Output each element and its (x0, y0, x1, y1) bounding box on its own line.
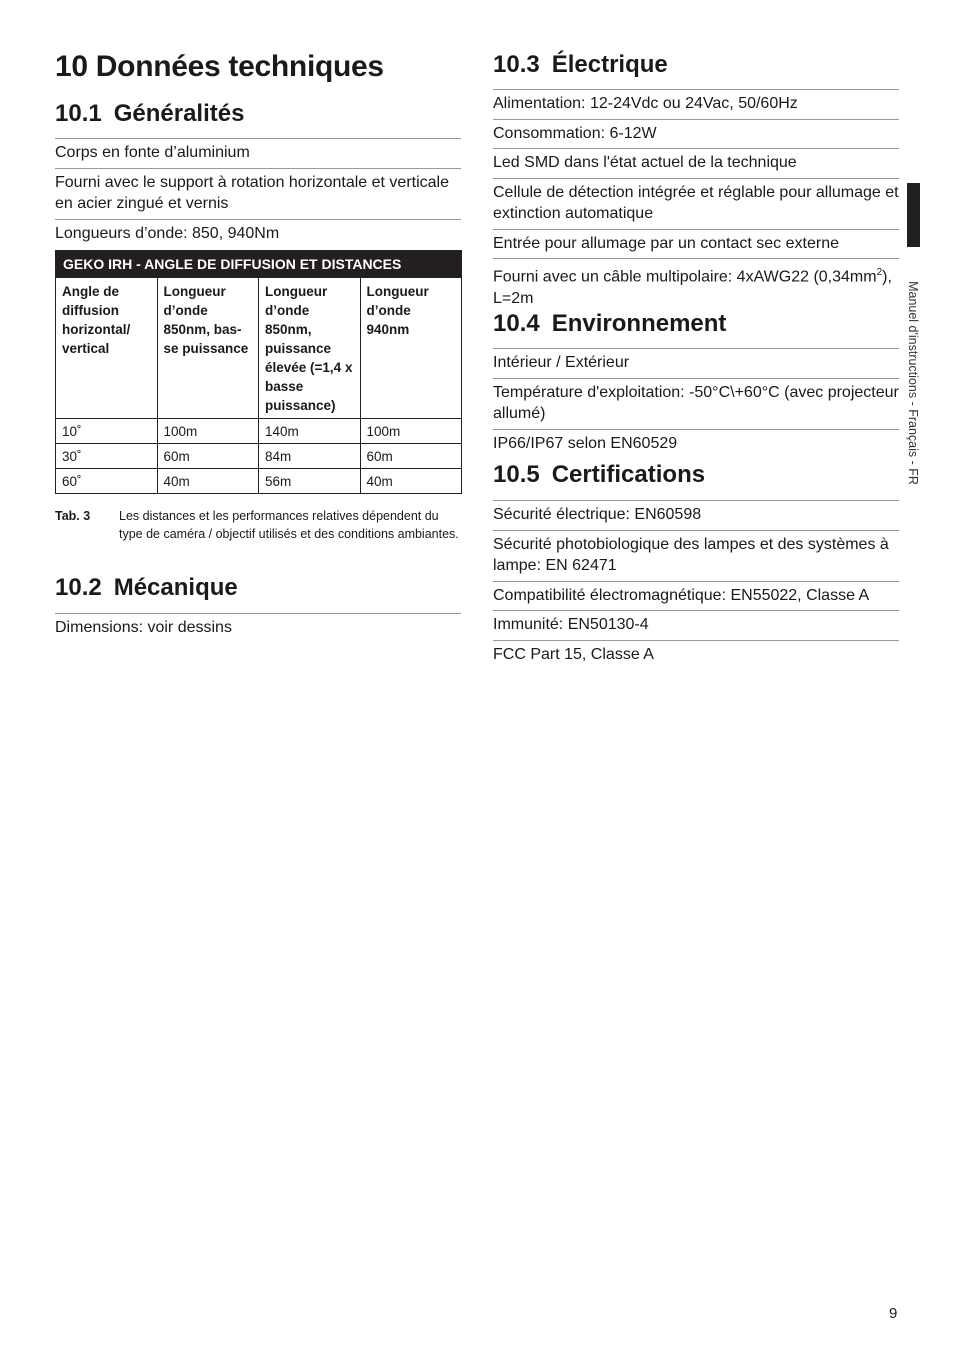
list-item: Fourni avec le support à rotation horizontale et verticale en acier zingué et vernis (55, 168, 461, 219)
table-header-row (56, 278, 462, 419)
section-number: 10.2 (55, 574, 102, 601)
list-item-cable (493, 258, 899, 313)
list-item: Sécurité photobiologique des lampes et des systèmes à lampe: EN 62471 (493, 530, 899, 581)
section-number: 10.4 (493, 310, 540, 337)
section-heading: Généralités (113, 100, 245, 127)
table-cell: 56m (259, 469, 361, 494)
list-item: Consommation: 6-12W (493, 119, 899, 149)
side-tab-marker (907, 183, 920, 247)
table-cell: 140m (259, 419, 361, 444)
list-item: Cellule de détection intégrée et réglable pour allumage et extinction automatique (493, 178, 899, 229)
section-number: 10.1 (55, 100, 102, 127)
list-item: Dimensions: voir dessins (55, 613, 461, 643)
table-header-cell: Angle de diffusion horizontal/ vertical (56, 278, 158, 419)
table-row (56, 444, 462, 469)
table-cell: 84m (259, 444, 361, 469)
diffusion-distance-table (55, 250, 462, 494)
list-item: Longueurs d’onde: 850, 940Nm (55, 219, 461, 249)
table-cell: 30˚ (56, 444, 158, 469)
section-number: 10.3 (493, 51, 540, 78)
section-heading: Électrique (551, 51, 668, 78)
table-note-text: Les distances et les performances relatives dépendent du type de caméra / objectif utilisés et des conditions ambiantes. (119, 509, 459, 541)
table-cell: 100m (360, 419, 462, 444)
table-cell: 100m (157, 419, 259, 444)
environnement-list (493, 348, 899, 458)
table-cell: 40m (157, 469, 259, 494)
table-caption: GEKO IRH - ANGLE DE DIFFUSION ET DISTANCES (56, 251, 462, 278)
section-title-environnement (493, 310, 726, 338)
table-note-label: Tab. 3 (55, 509, 91, 523)
superscript: 2 (876, 267, 883, 278)
section-title-electrique (493, 51, 668, 79)
electrique-list (493, 89, 899, 313)
list-item: Led SMD dans l'état actuel de la technique (493, 148, 899, 178)
list-item: Sécurité électrique: EN60598 (493, 500, 899, 530)
table-cell: 40m (360, 469, 462, 494)
list-item: Intérieur / Extérieur (493, 348, 899, 378)
section-title-certifications (493, 461, 705, 489)
table-row (56, 419, 462, 444)
mecanique-list (55, 613, 461, 643)
table-cell: 60m (360, 444, 462, 469)
section-title-mecanique (55, 574, 238, 602)
list-item: Compatibilité électromagnétique: EN55022, Classe A (493, 581, 899, 611)
list-item: Température d'exploitation: -50°C\+60°C (avec projecteur allumé) (493, 378, 899, 429)
page-number: 9 (889, 1305, 898, 1322)
table-header-cell: Longueur d’onde 940nm (360, 278, 462, 419)
table-header-cell: Longueur d’onde 850nm, bas-se puissance (157, 278, 259, 419)
section-heading: Environnement (551, 310, 727, 337)
list-item: Corps en fonte d’aluminium (55, 138, 461, 168)
generalites-list (55, 138, 461, 248)
section-number: 10.5 (493, 461, 540, 488)
list-item: Entrée pour allumage par un contact sec externe (493, 229, 899, 259)
certifications-list (493, 500, 899, 669)
table-cell: 60˚ (56, 469, 158, 494)
page-title: 10 Données techniques (55, 50, 384, 83)
list-item: IP66/IP67 selon EN60529 (493, 429, 899, 459)
section-heading: Certifications (551, 461, 706, 488)
table-row (56, 469, 462, 494)
table-cell: 10˚ (56, 419, 158, 444)
list-item: FCC Part 15, Classe A (493, 640, 899, 670)
list-item: Immunité: EN50130-4 (493, 610, 899, 640)
table-cell: 60m (157, 444, 259, 469)
section-heading: Mécanique (113, 574, 238, 601)
section-title-generalites (55, 100, 244, 128)
side-label: Manuel d'instructions - Français - FR (906, 281, 920, 485)
list-item: Alimentation: 12-24Vdc ou 24Vac, 50/60Hz (493, 89, 899, 119)
cable-text-end: ), L=2m (493, 268, 892, 307)
cable-text: Fourni avec un câble multipolaire: 4xAWG22 (0,34mm (493, 268, 877, 286)
table-header-cell: Longueur d’onde 850nm, puissance élevée (=1,4 x basse puissance) (259, 278, 361, 419)
